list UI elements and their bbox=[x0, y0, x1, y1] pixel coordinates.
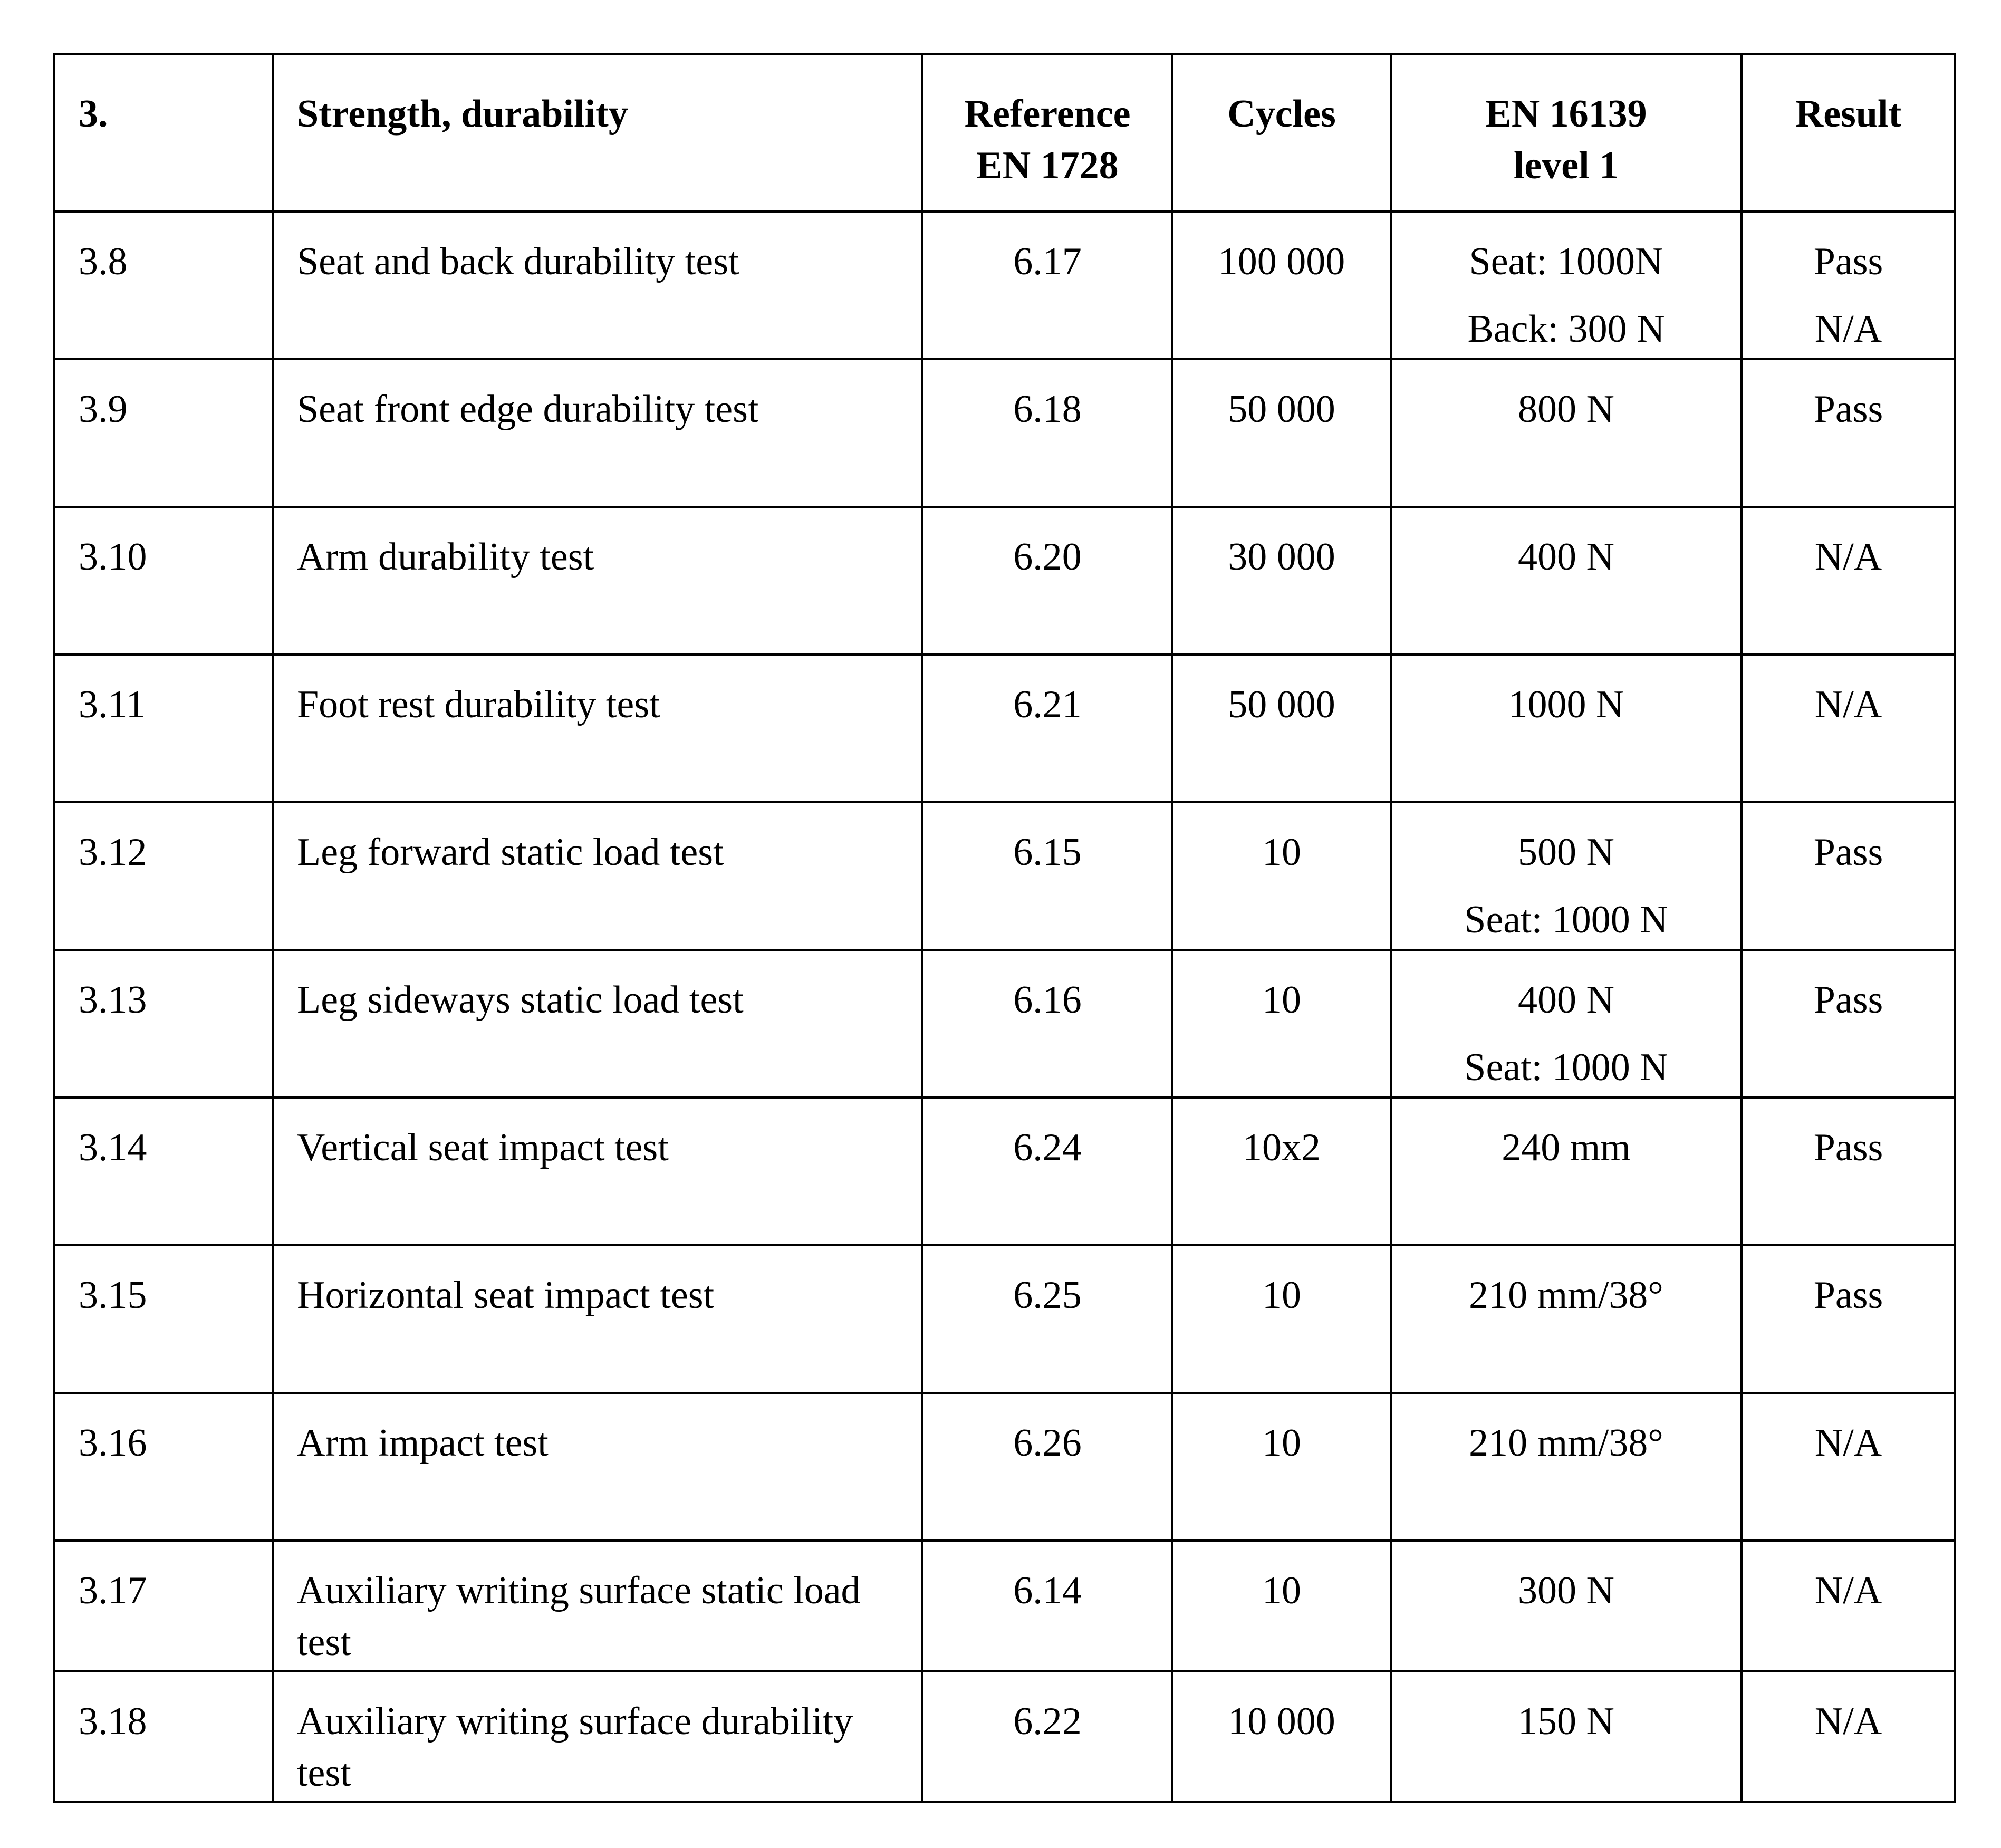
row-cycles: 10 bbox=[1172, 1541, 1391, 1671]
header-reference-line2: EN 1728 bbox=[976, 144, 1119, 187]
row-number: 3.14 bbox=[54, 1098, 273, 1245]
row-cycles: 10x2 bbox=[1172, 1098, 1391, 1245]
row-result bbox=[1742, 1671, 1955, 1802]
row-reference: 6.16 bbox=[922, 950, 1172, 1098]
row-load bbox=[1391, 1393, 1742, 1541]
row-load-line: 1000 N bbox=[1508, 683, 1624, 726]
row-cycles: 10 bbox=[1172, 802, 1391, 950]
row-result-line: N/A bbox=[1814, 1700, 1882, 1743]
row-load bbox=[1391, 1541, 1742, 1671]
row-cycles: 100 000 bbox=[1172, 211, 1391, 359]
row-result bbox=[1742, 654, 1955, 802]
row-test-name: Horizontal seat impact test bbox=[273, 1245, 922, 1393]
row-load bbox=[1391, 654, 1742, 802]
table-row bbox=[54, 654, 1955, 802]
row-test-name: Auxiliary writing surface static load test bbox=[273, 1541, 922, 1671]
table-row bbox=[54, 1245, 1955, 1393]
row-result bbox=[1742, 950, 1955, 1098]
row-reference: 6.25 bbox=[922, 1245, 1172, 1393]
row-result-line: Pass bbox=[1813, 1126, 1883, 1169]
row-number: 3.15 bbox=[54, 1245, 273, 1393]
row-cycles: 30 000 bbox=[1172, 507, 1391, 654]
row-test-name: Leg sideways static load test bbox=[273, 950, 922, 1098]
row-load-line: Seat: 1000 N bbox=[1464, 898, 1668, 941]
row-reference: 6.14 bbox=[922, 1541, 1172, 1671]
header-standard bbox=[1391, 54, 1742, 211]
row-number: 3.10 bbox=[54, 507, 273, 654]
row-number: 3.12 bbox=[54, 802, 273, 950]
row-test-name: Vertical seat impact test bbox=[273, 1098, 922, 1245]
header-cycles: Cycles bbox=[1172, 54, 1391, 211]
row-result bbox=[1742, 802, 1955, 950]
row-load bbox=[1391, 1671, 1742, 1802]
header-result: Result bbox=[1742, 54, 1955, 211]
row-result-line: N/A bbox=[1814, 535, 1882, 579]
header-section-title: Strength, durability bbox=[273, 54, 922, 211]
row-load-line: 400 N bbox=[1518, 978, 1614, 1022]
row-load-line: 300 N bbox=[1518, 1569, 1614, 1612]
header-reference-line1: Reference bbox=[964, 92, 1131, 136]
table-row bbox=[54, 950, 1955, 1098]
row-test-name: Arm impact test bbox=[273, 1393, 922, 1541]
table-row bbox=[54, 211, 1955, 359]
row-test-name: Leg forward static load test bbox=[273, 802, 922, 950]
row-cycles: 50 000 bbox=[1172, 359, 1391, 507]
row-result bbox=[1742, 507, 1955, 654]
table-header-row bbox=[54, 54, 1955, 211]
row-result-line: Pass bbox=[1813, 388, 1883, 431]
row-cycles: 10 bbox=[1172, 1245, 1391, 1393]
row-reference: 6.20 bbox=[922, 507, 1172, 654]
row-load-line: 500 N bbox=[1518, 831, 1614, 874]
row-reference: 6.15 bbox=[922, 802, 1172, 950]
row-test-name: Arm durability test bbox=[273, 507, 922, 654]
table-body bbox=[54, 211, 1955, 1802]
row-number: 3.17 bbox=[54, 1541, 273, 1671]
row-load-line: Seat: 1000N bbox=[1469, 240, 1663, 283]
row-load-line: 240 mm bbox=[1502, 1126, 1631, 1169]
row-result-line: Pass bbox=[1813, 978, 1883, 1022]
row-load-line: Seat: 1000 N bbox=[1464, 1046, 1668, 1089]
row-cycles: 10 000 bbox=[1172, 1671, 1391, 1802]
row-number: 3.18 bbox=[54, 1671, 273, 1802]
row-result bbox=[1742, 1393, 1955, 1541]
row-test-name: Seat and back durability test bbox=[273, 211, 922, 359]
row-test-name: Foot rest durability test bbox=[273, 654, 922, 802]
header-standard-line1: EN 16139 bbox=[1485, 92, 1647, 136]
row-reference: 6.26 bbox=[922, 1393, 1172, 1541]
table-row bbox=[54, 1098, 1955, 1245]
header-reference bbox=[922, 54, 1172, 211]
row-load bbox=[1391, 507, 1742, 654]
row-test-name: Seat front edge durability test bbox=[273, 359, 922, 507]
row-reference: 6.18 bbox=[922, 359, 1172, 507]
row-result-line: N/A bbox=[1814, 1569, 1882, 1612]
row-result-line: Pass bbox=[1813, 831, 1883, 874]
row-reference: 6.17 bbox=[922, 211, 1172, 359]
row-cycles: 10 bbox=[1172, 1393, 1391, 1541]
row-number: 3.8 bbox=[54, 211, 273, 359]
header-standard-line2: level 1 bbox=[1513, 144, 1619, 187]
row-cycles: 50 000 bbox=[1172, 654, 1391, 802]
row-result-line: N/A bbox=[1814, 683, 1882, 726]
row-result-line: N/A bbox=[1814, 1421, 1882, 1465]
table-row bbox=[54, 507, 1955, 654]
row-test-name: Auxiliary writing surface durability test bbox=[273, 1671, 922, 1802]
row-load-line: 800 N bbox=[1518, 388, 1614, 431]
row-number: 3.13 bbox=[54, 950, 273, 1098]
row-load bbox=[1391, 211, 1742, 359]
row-result-line: Pass bbox=[1813, 240, 1883, 283]
row-load-line: 210 mm/38° bbox=[1469, 1421, 1663, 1465]
header-section-number: 3. bbox=[54, 54, 273, 211]
row-result bbox=[1742, 1541, 1955, 1671]
table-row bbox=[54, 1671, 1955, 1802]
row-reference: 6.22 bbox=[922, 1671, 1172, 1802]
row-number: 3.11 bbox=[54, 654, 273, 802]
row-load-line: 210 mm/38° bbox=[1469, 1274, 1663, 1317]
row-load-line: 400 N bbox=[1518, 535, 1614, 579]
table-row bbox=[54, 1541, 1955, 1671]
row-result bbox=[1742, 211, 1955, 359]
table-row bbox=[54, 1393, 1955, 1541]
row-load bbox=[1391, 1245, 1742, 1393]
row-load bbox=[1391, 359, 1742, 507]
row-load bbox=[1391, 802, 1742, 950]
row-result-line: N/A bbox=[1814, 307, 1882, 351]
row-load bbox=[1391, 1098, 1742, 1245]
row-cycles: 10 bbox=[1172, 950, 1391, 1098]
row-result-line: Pass bbox=[1813, 1274, 1883, 1317]
table-row bbox=[54, 359, 1955, 507]
row-number: 3.9 bbox=[54, 359, 273, 507]
row-reference: 6.24 bbox=[922, 1098, 1172, 1245]
row-reference: 6.21 bbox=[922, 654, 1172, 802]
table-row bbox=[54, 802, 1955, 950]
row-result bbox=[1742, 359, 1955, 507]
row-load-line: 150 N bbox=[1518, 1700, 1614, 1743]
row-number: 3.16 bbox=[54, 1393, 273, 1541]
row-result bbox=[1742, 1098, 1955, 1245]
test-results-table-wrapper bbox=[53, 53, 1954, 1803]
row-load-line: Back: 300 N bbox=[1467, 307, 1665, 351]
test-results-table bbox=[53, 53, 1956, 1803]
row-load bbox=[1391, 950, 1742, 1098]
row-result bbox=[1742, 1245, 1955, 1393]
